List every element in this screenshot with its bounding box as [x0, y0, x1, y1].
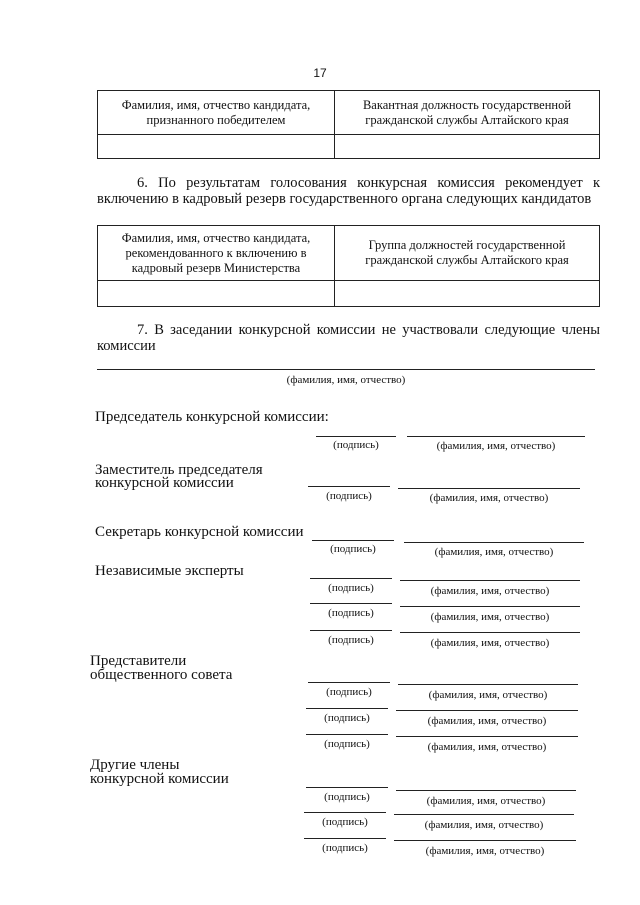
public-2-name-line[interactable] [396, 710, 578, 711]
chairman-name-caption: (фамилия, имя, отчество) [436, 440, 556, 452]
other-1-signature-caption: (подпись) [324, 791, 370, 803]
public-1-signature-caption: (подпись) [326, 686, 372, 698]
expert-3-name-line[interactable] [400, 632, 580, 633]
public-1-name-caption: (фамилия, имя, отчество) [428, 689, 548, 701]
other-2-signature-caption: (подпись) [322, 816, 368, 828]
page-number: 17 [313, 66, 327, 80]
expert-3-signature-line[interactable] [310, 630, 392, 631]
expert-2-name-line[interactable] [400, 606, 580, 607]
reserve-table-empty-cell[interactable] [335, 281, 600, 307]
winner-table-header-position: Вакантная должность государственной гражданской службы Алтайского края [335, 91, 600, 135]
public-3-signature-line[interactable] [306, 734, 388, 735]
other-1-signature-line[interactable] [306, 787, 388, 788]
public-2-signature-line[interactable] [306, 708, 388, 709]
reserve-table-header-group: Группа должностей государственной гражданской службы Алтайского края [335, 226, 600, 281]
absent-members-line[interactable] [97, 369, 595, 370]
experts-label: Независимые эксперты [95, 563, 244, 579]
absent-members-caption: (фамилия, имя, отчество) [286, 374, 406, 386]
public-2-name-caption: (фамилия, имя, отчество) [427, 715, 547, 727]
winner-table-empty-cell[interactable] [98, 135, 335, 159]
other-3-signature-line[interactable] [304, 838, 386, 839]
expert-3-name-caption: (фамилия, имя, отчество) [430, 637, 550, 649]
reserve-table-empty-cell[interactable] [98, 281, 335, 307]
expert-2-signature-line[interactable] [310, 603, 392, 604]
chairman-label: Председатель конкурсной комиссии: [95, 409, 329, 425]
section-6-text: 6. По результатам голосования конкурсная комиссия рекомендует к включению в кадровый резерв государственного органа следующих кандидатов [97, 175, 600, 207]
other-2-signature-line[interactable] [304, 812, 386, 813]
deputy-name-line[interactable] [398, 488, 580, 489]
chairman-signature-line[interactable] [316, 436, 396, 437]
deputy-name-caption: (фамилия, имя, отчество) [429, 492, 549, 504]
secretary-label: Секретарь конкурсной комиссии [95, 524, 304, 540]
deputy-signature-line[interactable] [308, 486, 390, 487]
other-3-name-caption: (фамилия, имя, отчество) [425, 845, 545, 857]
expert-2-name-caption: (фамилия, имя, отчество) [430, 611, 550, 623]
other-3-signature-caption: (подпись) [322, 842, 368, 854]
expert-3-signature-caption: (подпись) [328, 634, 374, 646]
reserve-table [97, 225, 600, 307]
secretary-signature-line[interactable] [312, 540, 394, 541]
other-1-name-caption: (фамилия, имя, отчество) [426, 795, 546, 807]
winner-table-header-name: Фамилия, имя, отчество кандидата, признанного победителем [98, 91, 335, 135]
expert-1-name-line[interactable] [400, 580, 580, 581]
public-2-signature-caption: (подпись) [324, 712, 370, 724]
deputy-signature-caption: (подпись) [326, 490, 372, 502]
public-3-name-caption: (фамилия, имя, отчество) [427, 741, 547, 753]
other-members-label-line1: Другие члены [90, 757, 180, 773]
public-3-signature-caption: (подпись) [324, 738, 370, 750]
public-council-label-line1: Представители [90, 653, 187, 669]
secretary-name-line[interactable] [404, 542, 584, 543]
other-1-name-line[interactable] [396, 790, 576, 791]
expert-1-signature-caption: (подпись) [328, 582, 374, 594]
winner-table [97, 90, 600, 159]
section-7-text: 7. В заседании конкурсной комиссии не участвовали следующие члены комиссии [97, 322, 600, 354]
chairman-name-line[interactable] [407, 436, 585, 437]
public-1-name-line[interactable] [398, 684, 578, 685]
secretary-signature-caption: (подпись) [330, 543, 376, 555]
chairman-signature-caption: (подпись) [333, 439, 379, 451]
deputy-label-line1: Заместитель председателя [95, 462, 263, 478]
deputy-label-line2: конкурсной комиссии [95, 475, 234, 491]
winner-table-empty-cell[interactable] [335, 135, 600, 159]
public-council-label-line2: общественного совета [90, 667, 233, 683]
expert-1-name-caption: (фамилия, имя, отчество) [430, 585, 550, 597]
other-3-name-line[interactable] [394, 840, 576, 841]
reserve-table-header-name: Фамилия, имя, отчество кандидата, рекомендованного к включению в кадровый резерв Министерства [98, 226, 335, 281]
public-1-signature-line[interactable] [308, 682, 390, 683]
other-2-name-caption: (фамилия, имя, отчество) [424, 819, 544, 831]
secretary-name-caption: (фамилия, имя, отчество) [434, 546, 554, 558]
expert-2-signature-caption: (подпись) [328, 607, 374, 619]
public-3-name-line[interactable] [396, 736, 578, 737]
other-members-label-line2: конкурсной комиссии [90, 771, 229, 787]
other-2-name-line[interactable] [394, 814, 574, 815]
expert-1-signature-line[interactable] [310, 578, 392, 579]
